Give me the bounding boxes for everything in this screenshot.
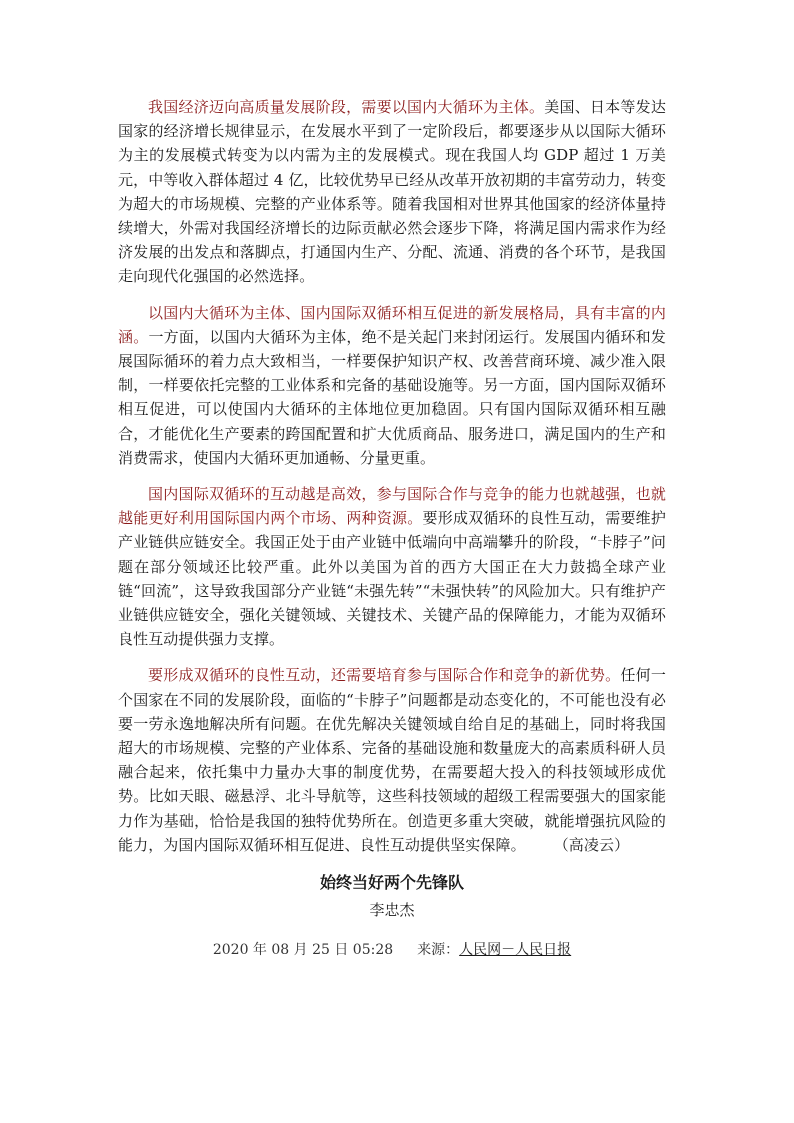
source-label: 来源： <box>417 942 460 959</box>
paragraph-3-lead: 国内国际双循环的互动越是高效，参与国际合作与竞争的能力也就越强，也就越能更好利用国际国内两个市场、两种资源。 <box>118 485 666 528</box>
paragraph-4 <box>118 663 666 857</box>
paragraph-2-lead: 以国内大循环为主体、国内国际双循环相互促进的新发展格局，具有丰富的内涵。 <box>118 303 666 346</box>
paragraph-4-signature: （高凌云） <box>553 835 630 854</box>
source-link[interactable]: 人民网－人民日报 <box>459 942 572 959</box>
paragraph-3-body: 要形成双循环的良性互动，需要维护产业链供应链安全。我国正处于由产业链中低端向中高端攀升的阶段，“卡脖子”问题在部分领域还比较严重。此外以美国为首的西方大国正在大力鼓捣全球产业链“回流”，这导致我国部分产业链“未强先转”“未强快转”的风险加大。只有维护产业链供应链安全，强化关键领域、关键技术、关键产品的保障能力，才能为双循环良性互动提供强力支撑。 <box>118 509 666 649</box>
paragraph-4-lead: 要形成双循环的良性互动，还需要培育参与国际合作和竞争的新优势。 <box>148 666 621 685</box>
article-author: 李忠杰 <box>369 901 415 920</box>
article-page <box>118 95 666 959</box>
publish-datetime: 2020 年 08 月 25 日 05:28 <box>212 942 394 959</box>
article-title: 始终当好两个先锋队 <box>319 873 464 893</box>
paragraph-4-body: 任何一个国家在不同的发展阶段，面临的“卡脖子”问题都是动态变化的，不可能也没有必要一劳永逸地解决所有问题。在优先解决关键领域自给自足的基础上，同时将我国超大的市场规模、完整的产业体系、完备的基础设施和数量庞大的高素质科研人员融合起来，依托集中力量办大事的制度优势，在需要超大投入的科技领域形成优势。比如天眼、磁悬浮、北斗导航等，这些科技领域的超级工程需要强大的国家能力作为基础，恰恰是我国的独特优势所在。创造更多重大突破，就能增强抗风险的能力，为国内国际双循环相互促进、良性互动提供坚实保障。 <box>118 666 666 854</box>
paragraph-1-body: 美国、日本等发达国家的经济增长规律显示，在发展水平到了一定阶段后，都要逐步从以国际大循环为主的发展模式转变为以内需为主的发展模式。现在我国人均 GDP 超过 1 万美元，中等收入群体超过 4 亿，比较优势早已经从改革开放初期的丰富劳动力，转变为超大的市场规模、完整的产业体系等。随着我国相对世界其他国家的经济体量持续增大，外需对我国经济增长的边际贡献必然会逐步下降，将满足国内需求作为经济发展的出发点和落脚点，打通国内生产、分配、流通、消费的各个环节，是我国走向现代化强国的必然选择。 <box>118 98 666 286</box>
paragraph-2 <box>118 301 666 470</box>
paragraph-1-lead: 我国经济迈向高质量发展阶段，需要以国内大循环为主体。 <box>148 98 545 116</box>
paragraph-3 <box>118 482 666 651</box>
paragraph-1 <box>118 95 666 289</box>
paragraph-2-body: 一方面，以国内大循环为主体，绝不是关起门来封闭运行。发展国内循环和发展国际循环的着力点大致相当，一样要保护知识产权、改善营商环境、减少准入限制，一样要依托完整的工业体系和完备的基础设施等。另一方面，国内国际双循环相互促进，可以使国内大循环的主体地位更加稳固。只有国内国际双循环相互融合，才能优化生产要素的跨国配置和扩大优质商品、服务进口，满足国内的生产和消费需求，使国内大循环更加通畅、分量更重。 <box>118 327 666 467</box>
article-meta <box>118 939 666 959</box>
